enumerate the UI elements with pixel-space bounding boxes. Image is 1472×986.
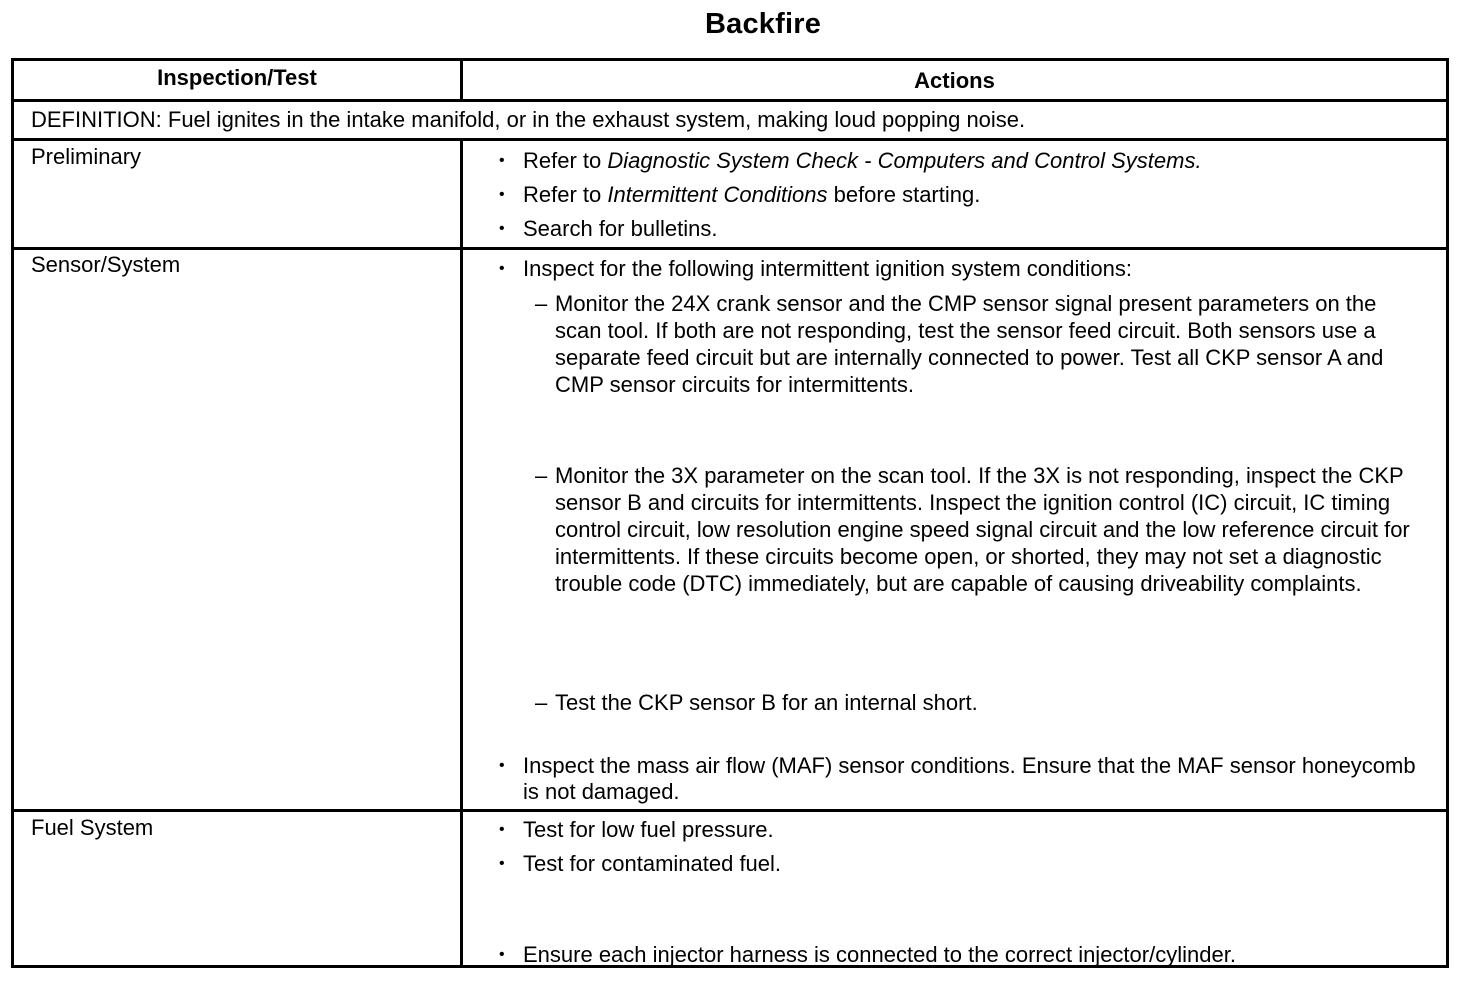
diagnostic-table xyxy=(11,58,1449,968)
bullet-icon: • xyxy=(499,855,505,872)
list-item xyxy=(499,148,1426,174)
bullet-icon: • xyxy=(499,946,505,963)
header-inspection-test: Inspection/Test xyxy=(157,65,317,90)
dash-icon: – xyxy=(535,463,548,488)
list-item xyxy=(499,851,1426,877)
page-title: Backfire xyxy=(704,8,822,40)
text-segment: Refer to xyxy=(523,182,608,207)
sub-item-text: Monitor the 3X parameter on the scan tool. If the 3X is not responding, inspect the CKP sensor B and circuits for intermittents. Inspect the ignition control (IC) circuit, IC timing control circuit, low resolution engine speed signal circuit and the low reference circuit for intermittents. If these circuits become open, or shorted, they may not set a diagnostic trouble code (DTC) immediately, but are capable of causing driveability complaints. xyxy=(555,463,1410,596)
header-row xyxy=(14,61,1446,99)
cell-sensor-actions xyxy=(463,250,1446,809)
bullet-text: Test for low fuel pressure. xyxy=(523,817,774,842)
list-item xyxy=(499,216,1426,242)
table-row-sensor-system xyxy=(14,247,1446,809)
text-segment: before starting. xyxy=(827,182,981,207)
cell-preliminary-label xyxy=(14,141,463,247)
bullet-text: Inspect the mass air flow (MAF) sensor conditions. Ensure that the MAF sensor honeycomb is not damaged. xyxy=(523,753,1416,804)
definition-row xyxy=(14,99,1446,138)
bullet-icon: • xyxy=(499,220,505,237)
list-item xyxy=(499,942,1426,968)
bullet-icon: • xyxy=(499,152,505,169)
sub-item-text: Test the CKP sensor B for an internal short. xyxy=(555,690,978,715)
header-cell-right xyxy=(463,61,1446,99)
cell-fuel-actions xyxy=(463,812,1446,965)
cell-sensor-label xyxy=(14,250,463,809)
sub-list-item xyxy=(535,290,1428,398)
bullet-icon: • xyxy=(499,186,505,203)
sub-item-text: Monitor the 24X crank sensor and the CMP sensor signal present parameters on the scan tool. If both are not responding, test the sensor feed circuit. Both sensors use a separate feed circuit but are internally connected to power. Test all CKP sensor A and CMP sensor circuits for intermittents. xyxy=(555,291,1384,397)
reference-link-text: Diagnostic System Check - Computers and Control Systems. xyxy=(607,148,1202,173)
cell-preliminary-actions xyxy=(463,141,1446,247)
table-row-fuel-system xyxy=(14,809,1446,965)
bullet-icon: • xyxy=(499,757,505,774)
bullet-text: Test for contaminated fuel. xyxy=(523,851,782,876)
bullet-text: Ensure each injector harness is connected to the correct injector/cylinder. xyxy=(523,942,1236,967)
header-actions: Actions xyxy=(914,68,995,93)
list-item xyxy=(499,817,1426,843)
sub-list-item xyxy=(535,462,1428,597)
list-item xyxy=(499,753,1426,805)
list-item xyxy=(499,182,1426,208)
text-segment: Refer to xyxy=(523,148,608,173)
definition-text: DEFINITION: Fuel ignites in the intake manifold, or in the exhaust system, making loud popping noise. xyxy=(31,107,1026,132)
dash-icon: – xyxy=(535,291,548,316)
row-label: Preliminary xyxy=(31,144,142,169)
row-label: Fuel System xyxy=(31,815,154,840)
bullet-icon: • xyxy=(499,821,505,838)
sub-list-item xyxy=(535,689,1428,716)
cell-fuel-label xyxy=(14,812,463,965)
list-item xyxy=(499,256,1426,282)
bullet-text: Inspect for the following intermittent ignition system conditions: xyxy=(523,256,1132,281)
bullet-text: Search for bulletins. xyxy=(523,216,718,241)
bullet-icon: • xyxy=(499,260,505,277)
table-row-preliminary xyxy=(14,138,1446,247)
header-cell-left xyxy=(14,61,463,99)
row-label: Sensor/System xyxy=(31,252,181,277)
reference-link-text: Intermittent Conditions xyxy=(607,182,828,207)
dash-icon: – xyxy=(535,690,548,715)
